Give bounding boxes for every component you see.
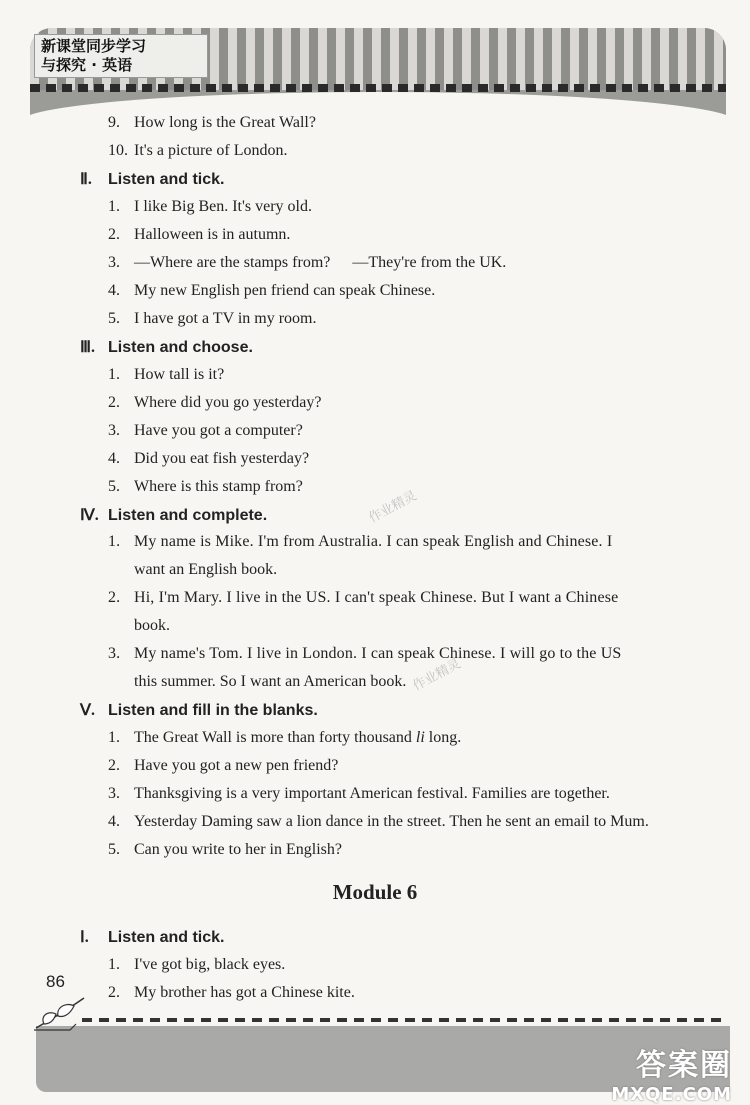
section-roman-numeral: Ⅴ. — [80, 702, 95, 719]
module-title: Module 6 — [332, 880, 418, 904]
item-text: Have you got a computer? — [134, 422, 303, 439]
list-item — [108, 645, 621, 663]
list-item — [108, 478, 303, 496]
item-number: 4. — [108, 450, 120, 467]
list-item — [108, 589, 618, 607]
item-number: 10. — [108, 142, 128, 159]
item-number: 1. — [108, 956, 120, 973]
item-number: 4. — [108, 282, 120, 299]
item-number: 3. — [108, 785, 120, 802]
section-heading — [80, 700, 318, 720]
item-number: 1. — [108, 533, 121, 550]
list-item — [108, 310, 317, 328]
book-title-line1: 新课堂同步学习 — [41, 37, 147, 55]
section-heading — [80, 927, 224, 947]
list-item-continuation: book. — [134, 617, 170, 634]
item-number: 3. — [108, 254, 120, 271]
item-number: 5. — [108, 478, 120, 495]
footer-dashed-line — [82, 1018, 722, 1022]
item-number: 1. — [108, 729, 120, 746]
item-text: I like Big Ben. It's very old. — [134, 198, 312, 215]
list-item-continuation: this summer. So I want an American book. — [134, 673, 407, 690]
section-title: Listen and tick. — [108, 929, 225, 946]
list-item — [108, 729, 461, 747]
item-text: My brother has got a Chinese kite. — [134, 984, 355, 1001]
item-text: Have you got a new pen friend? — [134, 757, 339, 774]
item-number: 5. — [108, 841, 120, 858]
item-number: 3. — [108, 422, 120, 439]
item-text: Did you eat fish yesterday? — [134, 450, 310, 467]
item-number: 1. — [108, 198, 120, 215]
section-title: Listen and choose. — [108, 339, 253, 356]
list-item — [108, 226, 290, 244]
leaf-icon — [30, 990, 90, 1034]
list-item — [108, 254, 506, 272]
section-heading — [80, 505, 267, 525]
list-item — [108, 984, 355, 1002]
list-item — [108, 198, 312, 216]
list-item — [108, 956, 285, 974]
section-roman-numeral: Ⅰ. — [80, 929, 89, 946]
site-watermark-url: MXQE.COM — [611, 1084, 732, 1105]
item-number: 2. — [108, 226, 120, 243]
item-text-italic: li — [415, 729, 425, 746]
list-item — [108, 450, 309, 468]
section-title: Listen and tick. — [108, 171, 225, 188]
item-text-answer: —They're from the UK. — [352, 254, 507, 271]
site-watermark — [611, 1040, 732, 1105]
section-roman-numeral: Ⅳ. — [80, 507, 99, 524]
item-number: 2. — [108, 589, 121, 606]
item-text: Yesterday Daming saw a lion dance in the street. Then he sent an email to Mum. — [134, 813, 649, 830]
item-number: 4. — [108, 813, 120, 830]
item-text: Thanksgiving is a very important American festival. Families are together. — [134, 785, 610, 802]
list-item — [108, 813, 649, 831]
item-number: 2. — [108, 394, 120, 411]
item-number: 1. — [108, 366, 120, 383]
list-item — [108, 533, 612, 551]
item-text: Hi, I'm Mary. I live in the US. I can't speak Chinese. But I want a Chinese — [134, 589, 619, 606]
item-text-after: long. — [424, 729, 462, 746]
page-number: 86 — [46, 972, 65, 991]
list-item — [108, 114, 316, 132]
list-item-continuation: want an English book. — [134, 561, 278, 578]
item-number: 2. — [108, 984, 120, 1001]
item-text: Where is this stamp from? — [134, 478, 303, 495]
item-text: I've got big, black eyes. — [134, 956, 286, 973]
item-text: I have got a TV in my room. — [134, 310, 317, 327]
list-item — [108, 282, 435, 300]
list-item — [108, 142, 288, 160]
item-text: The Great Wall is more than forty thousand — [134, 729, 416, 746]
item-number: 3. — [108, 645, 121, 662]
list-item — [108, 394, 321, 412]
list-item — [108, 366, 224, 384]
watermark-text: 作业精灵 — [366, 488, 420, 527]
list-item — [108, 422, 303, 440]
item-number: 2. — [108, 757, 120, 774]
list-item — [108, 841, 342, 859]
watermark-text: 作业精灵 — [410, 656, 464, 695]
item-text: My new English pen friend can speak Chinese. — [134, 282, 436, 299]
item-text: Can you write to her in English? — [134, 841, 342, 858]
item-text: How long is the Great Wall? — [134, 114, 316, 131]
list-item — [108, 757, 338, 775]
section-title: Listen and complete. — [108, 507, 268, 524]
item-text: Halloween is in autumn. — [134, 226, 291, 243]
item-text: My name is Mike. I'm from Australia. I can speak English and Chinese. I — [134, 533, 613, 550]
section-heading — [80, 169, 224, 189]
site-watermark-name: 答案圈 — [636, 1048, 732, 1083]
item-text: How tall is it? — [134, 366, 225, 383]
section-title: Listen and fill in the blanks. — [108, 702, 318, 719]
section-roman-numeral: Ⅱ. — [80, 171, 92, 188]
item-text: Where did you go yesterday? — [134, 394, 322, 411]
section-roman-numeral: Ⅲ. — [80, 339, 96, 356]
list-item — [108, 785, 610, 803]
item-number: 5. — [108, 310, 120, 327]
item-text: My name's Tom. I live in London. I can speak Chinese. I will go to the US — [134, 645, 622, 662]
section-heading — [80, 337, 253, 357]
book-title-line2: 与探究 · 英语 — [41, 56, 133, 74]
item-text: —Where are the stamps from? — [134, 254, 331, 271]
item-text: It's a picture of London. — [134, 142, 288, 159]
item-number: 9. — [108, 114, 120, 131]
